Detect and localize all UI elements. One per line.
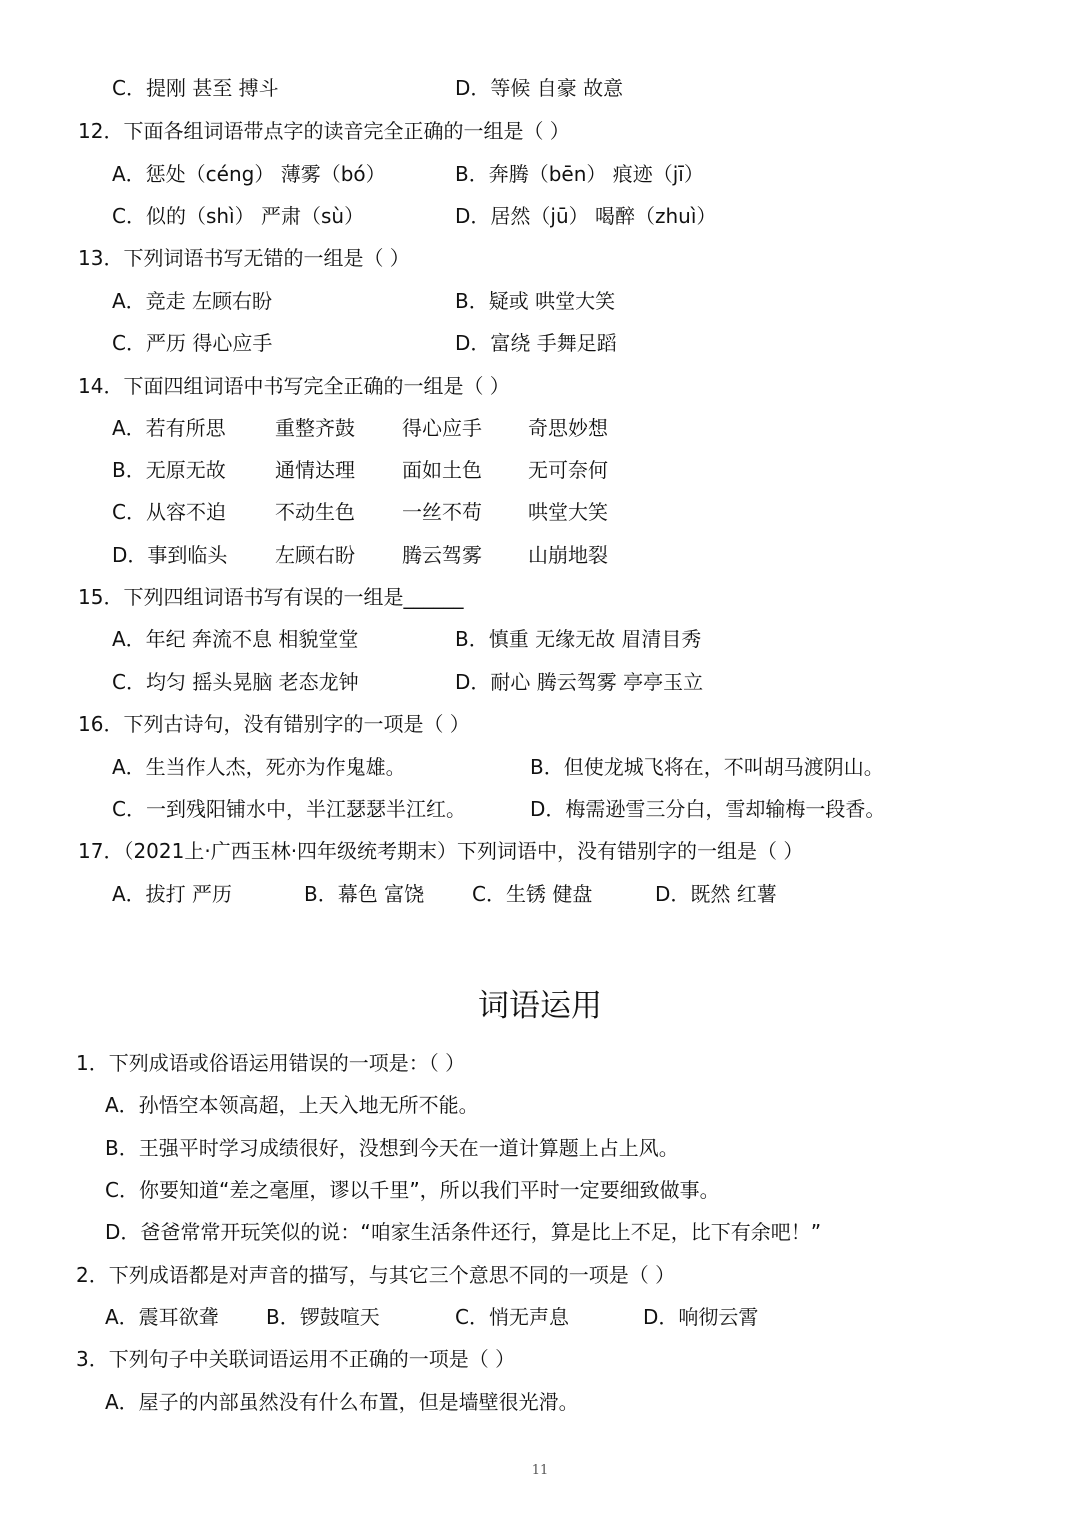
option-r14a-1: 重整齐鼓 xyxy=(275,416,355,440)
option-r12b-1: D．居然（jū） 喝醉（zhuì） xyxy=(455,204,717,228)
question-q15: 15．下列四组词语书写有误的一组是______ xyxy=(78,585,464,609)
question-s3: 3．下列句子中关联词语运用不正确的一项是（ ） xyxy=(76,1347,516,1371)
option-r12b-0: C．似的（shì） 严肃（sù） xyxy=(112,204,365,228)
option-s3a-0: A．屋子的内部虽然没有什么布置，但是墙壁很光滑。 xyxy=(105,1390,579,1414)
option-s2a-0: A．震耳欲聋 xyxy=(105,1305,219,1329)
option-r14d-1: 左顾右盼 xyxy=(275,543,355,567)
option-r14c-2: 一丝不苟 xyxy=(402,500,482,524)
option-r12a-1: B．奔腾（bēn） 痕迹（jī） xyxy=(455,162,704,186)
question-q17: 17．（2021上·广西玉林·四年级统考期末）下列词语中，没有错别字的一组是（ ） xyxy=(78,839,804,863)
option-r14b-2: 面如土色 xyxy=(402,458,482,482)
question-q13: 13．下列词语书写无错的一组是（ ） xyxy=(78,246,410,270)
option-r14a-2: 得心应手 xyxy=(402,416,482,440)
question-s2: 2．下列成语都是对声音的描写，与其它三个意思不同的一项是（ ） xyxy=(76,1263,676,1287)
option-r14b-3: 无可奈何 xyxy=(528,458,608,482)
option-s2a-2: C．悄无声息 xyxy=(455,1305,569,1329)
option-r1-0: C．提刚 甚至 搏斗 xyxy=(112,76,279,100)
option-r15b-1: D．耐心 腾云驾雾 亭亭玉立 xyxy=(455,670,704,694)
option-r17a-3: D．既然 红薯 xyxy=(655,882,777,906)
option-s1d-0: D．爸爸常常开玩笑似的说：“咱家生活条件还行，算是比上不足，比下有余吧！” xyxy=(105,1220,822,1244)
question-q14: 14．下面四组词语中书写完全正确的一组是（ ） xyxy=(78,374,510,398)
option-r12a-0: A．惩处（céng） 薄雾（bó） xyxy=(112,162,386,186)
option-r17a-0: A．拔打 严历 xyxy=(112,882,233,906)
option-r14d-0: D．事到临头 xyxy=(112,543,228,567)
option-r16a-0: A．生当作人杰，死亦为作鬼雄。 xyxy=(112,755,406,779)
option-r14c-3: 哄堂大笑 xyxy=(528,500,608,524)
option-r13b-1: D．富绕 手舞足蹈 xyxy=(455,331,617,355)
option-s2a-3: D．响彻云霄 xyxy=(643,1305,759,1329)
option-s2a-1: B．锣鼓喧天 xyxy=(266,1305,380,1329)
option-r14d-3: 山崩地裂 xyxy=(528,543,608,567)
option-r14b-0: B．无原无故 xyxy=(112,458,226,482)
option-s1a-0: A．孙悟空本领高超，上天入地无所不能。 xyxy=(105,1093,479,1117)
option-r13b-0: C．严历 得心应手 xyxy=(112,331,273,355)
question-q16: 16．下列古诗句，没有错别字的一项是（ ） xyxy=(78,712,470,736)
option-r14a-3: 奇思妙想 xyxy=(528,416,608,440)
option-s1c-0: C．你要知道“差之毫厘，谬以千里”，所以我们平时一定要细致做事。 xyxy=(105,1178,720,1202)
page-number: 11 xyxy=(531,1463,549,1478)
question-s1: 1．下列成语或俗语运用错误的一项是：（ ） xyxy=(76,1051,466,1075)
option-r15a-0: A．年纪 奔流不息 相貌堂堂 xyxy=(112,627,359,651)
option-r14a-0: A．若有所思 xyxy=(112,416,226,440)
option-r17a-2: C．生锈 健盘 xyxy=(472,882,593,906)
option-s1b-0: B．王强平时学习成绩很好，没想到今天在一道计算题上占上风。 xyxy=(105,1136,679,1160)
option-r16b-0: C．一到残阳铺水中，半江瑟瑟半江红。 xyxy=(112,797,466,821)
option-r1-1: D．等候 自豪 故意 xyxy=(455,76,624,100)
option-r13a-1: B．疑或 哄堂大笑 xyxy=(455,289,616,313)
option-r14c-1: 不动生色 xyxy=(275,500,355,524)
option-r15a-1: B．慎重 无缘无故 眉清目秀 xyxy=(455,627,702,651)
option-r15b-0: C．均匀 摇头晃脑 老态龙钟 xyxy=(112,670,359,694)
option-r14b-1: 通情达理 xyxy=(275,458,355,482)
option-r14c-0: C．从容不迫 xyxy=(112,500,226,524)
option-r16a-1: B．但使龙城飞将在，不叫胡马渡阴山。 xyxy=(530,755,884,779)
option-r16b-1: D．梅需逊雪三分白，雪却输梅一段香。 xyxy=(530,797,886,821)
option-r13a-0: A．竞走 左顾右盼 xyxy=(112,289,273,313)
question-q12: 12．下面各组词语带点字的读音完全正确的一组是（ ） xyxy=(78,119,570,143)
section-title: 词语运用 xyxy=(478,988,602,1024)
option-r14d-2: 腾云驾雾 xyxy=(402,543,482,567)
option-r17a-1: B．幕色 富饶 xyxy=(304,882,425,906)
